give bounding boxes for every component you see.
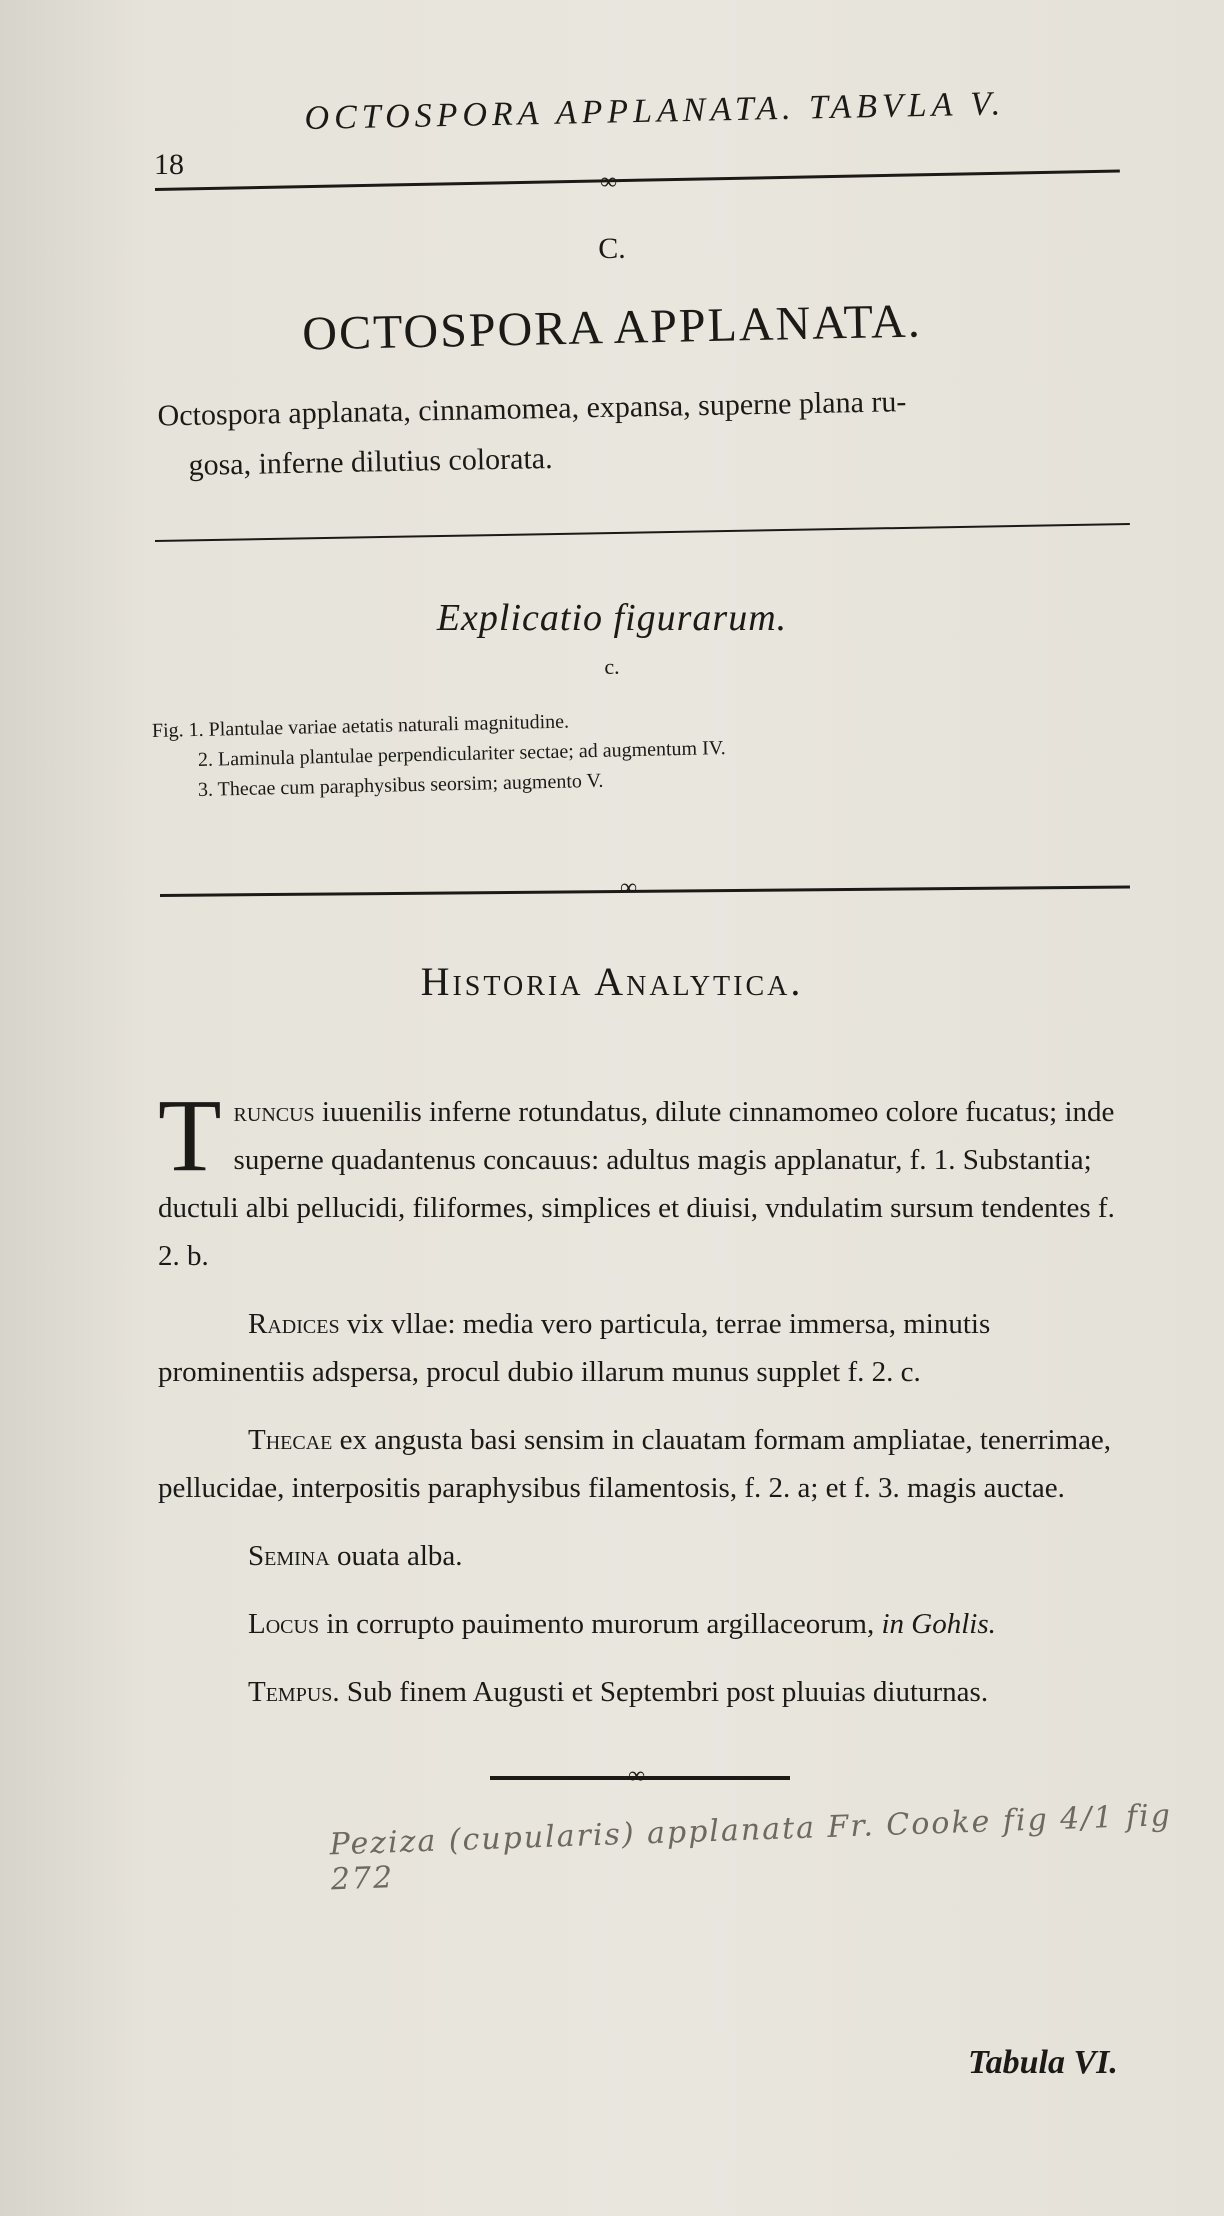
radices-text: vix vllae: media vero particula, terrae immersa, minutis prominentiis adspersa, procul dubio illarum munus supplet f. 2. c. (158, 1308, 991, 1388)
explicatio-letter: c. (604, 654, 620, 679)
header-rule (155, 169, 1120, 191)
species-description (157, 373, 1149, 492)
catchword: Tabula VI. (968, 2044, 1118, 2081)
figure-legend-item: 2. Laminula plantulae perpendiculariter sectae; ad augmentum IV. (197, 736, 726, 771)
semina-paragraph (158, 1532, 1138, 1580)
explicatio-title: Explicatio figurarum. (436, 597, 788, 639)
section-rule (160, 886, 1130, 897)
description-line: gosa, inferne dilutius colorata. (188, 441, 553, 482)
thecae-text: ex angusta basi sensim in clauatam formam ampliatae, tenerrimae, pellucidae, interpositis paraphysibus filamentosis, f. 2. a; et f. 3. magis auctae. (158, 1424, 1112, 1504)
handwritten-note: Peziza (cupularis) applanata Fr. Cooke fig 4/1 fig 272 (329, 1797, 1173, 1898)
rule-ornament: ∞ (620, 875, 638, 901)
species-title: OCTOSPORA APPLANATA. (301, 294, 923, 361)
locus-paragraph (158, 1600, 1138, 1648)
rule-ornament: ∞ (600, 169, 618, 195)
page-header (150, 85, 1150, 181)
historia-text (158, 1078, 1138, 1716)
historia-title: Historia Analytica. (420, 959, 804, 1004)
radices-paragraph (158, 1300, 1138, 1396)
figure-legend (151, 710, 1052, 806)
rule-ornament: ∞ (628, 1763, 646, 1789)
page-number: 18 (154, 148, 184, 181)
section-rule (155, 523, 1130, 542)
term-tempus: Tempus. (248, 1676, 340, 1708)
running-title: OCTOSPORA APPLANATA. TABVLA V. (304, 85, 1006, 138)
locus-text: in corrupto pauimento murorum argillaceorum, (319, 1608, 882, 1640)
truncus-text: iuuenilis inferne rotundatus, dilute cinnamomeo colore fucatus; inde superne quadantenus concauus: adultus magis applanatur, f. 1. Substantia; ductuli albi pellucidi, filiformes, simplices et diuisi, vndulatim sursum tendentes f. 2. b. (158, 1096, 1115, 1272)
description-line: Octospora applanata, cinnamomea, expansa, superne plana ru- (157, 385, 907, 433)
tempus-paragraph (158, 1668, 1138, 1716)
locus-place: in Gohlis. (881, 1608, 996, 1640)
figure-legend-item: Fig. 1. Plantulae variae aetatis naturali magnitudine. (151, 710, 570, 742)
term-locus: Locus (248, 1608, 320, 1640)
thecae-paragraph (158, 1416, 1138, 1512)
tempus-text: Sub finem Augusti et Septembri post pluuias diuturnas. (339, 1676, 989, 1708)
term-semina: Semina (248, 1540, 330, 1572)
drop-cap: T (158, 1078, 222, 1193)
term-radices: Radices (248, 1308, 340, 1340)
entry-letter: C. (598, 232, 626, 265)
term-truncus: runcus (233, 1096, 315, 1128)
truncus-paragraph (158, 1078, 1138, 1280)
figure-legend-item: 3. Thecae cum paraphysibus seorsim; augmento V. (197, 769, 604, 801)
term-thecae: Thecae (248, 1424, 333, 1456)
semina-text: ouata alba. (329, 1540, 463, 1572)
